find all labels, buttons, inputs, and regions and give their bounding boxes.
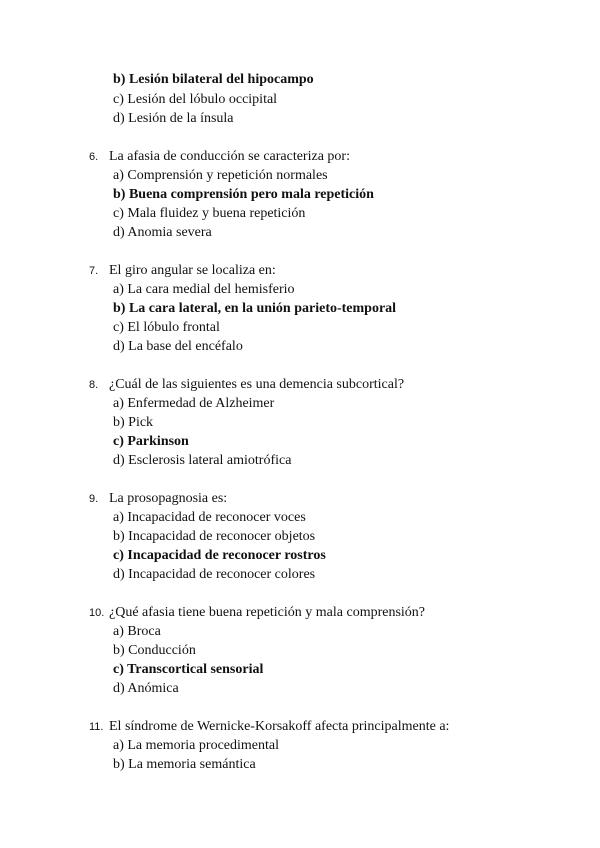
option-d: d) Anómica [113,681,179,696]
option-a: a) Broca [113,624,161,639]
question-8 [89,376,404,394]
question-number: 7. [89,265,99,277]
option-b: b) Conducción [113,643,196,658]
option-a: a) Comprensión y repetición normales [113,168,328,183]
question-9 [89,490,227,508]
question-text: El síndrome de Wernicke-Korsakoff afecta principalmente a: [109,719,450,734]
option-d: d) Lesión de la ínsula [113,111,234,126]
question-number: 9. [89,493,99,505]
option-b: b) La memoria semántica [113,757,256,772]
question-text: La prosopagnosia es: [109,491,228,506]
question-number: 8. [89,379,99,391]
option-d: d) Anomia severa [113,225,212,240]
question-text: La afasia de conducción se caracteriza por: [109,149,350,164]
question-10 [89,604,425,622]
option-a: a) Enfermedad de Alzheimer [113,396,275,411]
option-b: b) Pick [113,415,154,430]
question-text: El giro angular se localiza en: [109,263,276,278]
option-d: d) La base del encéfalo [113,339,243,354]
option-c: c) Transcortical sensorial [113,662,264,677]
question-11 [89,718,449,736]
option-a: a) La memoria procedimental [113,738,279,753]
question-text: ¿Qué afasia tiene buena repetición y mala comprensión? [109,605,426,620]
question-6 [89,148,350,166]
option-c: c) Lesión del lóbulo occipital [113,92,278,107]
option-c: c) Mala fluidez y buena repetición [113,206,306,221]
option-c: c) El lóbulo frontal [113,320,220,335]
option-b: b) Buena comprensión pero mala repetición [113,187,374,202]
question-number: 11. [89,721,104,733]
option-d: d) Esclerosis lateral amiotrófica [113,453,292,468]
option-b: b) Incapacidad de reconocer objetos [113,529,316,544]
option-c: c) Incapacidad de reconocer rostros [113,548,326,563]
option-a: a) La cara medial del hemisferio [113,282,295,297]
question-number: 6. [89,151,99,163]
question-text: ¿Cuál de las siguientes es una demencia subcortical? [109,377,405,392]
question-7 [89,262,276,280]
option-d: d) Incapacidad de reconocer colores [113,567,316,582]
option-b: b) La cara lateral, en la unión parieto-temporal [113,301,397,316]
option-b: b) Lesión bilateral del hipocampo [113,72,314,87]
option-a: a) Incapacidad de reconocer voces [113,510,306,525]
option-c: c) Parkinson [113,434,189,449]
question-number: 10. [89,607,105,619]
